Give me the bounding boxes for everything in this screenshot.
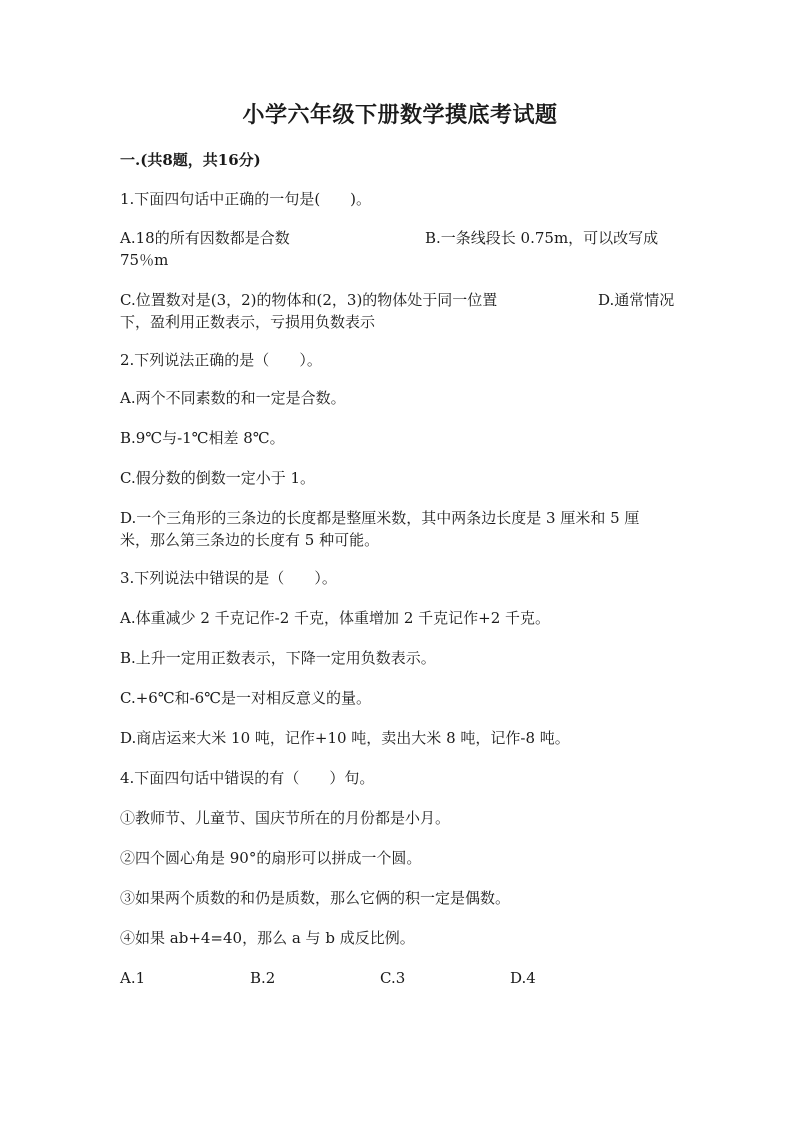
question-2-option-a: A.两个不同素数的和一定是合数。 bbox=[120, 389, 346, 407]
question-3-option-c: C.+6℃和-6℃是一对相反意义的量。 bbox=[120, 689, 371, 707]
question-2-stem: 2.下列说法正确的是（ ）。 bbox=[120, 351, 322, 369]
question-4-statement-1: ①教师节、儿童节、国庆节所在的月份都是小月。 bbox=[120, 809, 451, 827]
section-heading: 一.(共8题，共16分) bbox=[120, 151, 261, 169]
question-3-stem: 3.下列说法中错误的是（ ）。 bbox=[120, 569, 337, 587]
question-3-option-b: B.上升一定用正数表示，下降一定用负数表示。 bbox=[120, 649, 436, 667]
question-1-option-a: A.18的所有因数都是合数 bbox=[120, 229, 290, 247]
question-1-option-d: D.通常情况 bbox=[598, 291, 675, 309]
page-title: 小学六年级下册数学摸底考试题 bbox=[242, 102, 558, 128]
question-3-option-a: A.体重减少 2 千克记作-2 千克，体重增加 2 千克记作+2 千克。 bbox=[120, 609, 551, 627]
question-3-option-d: D.商店运来大米 10 吨，记作+10 吨，卖出大米 8 吨，记作-8 吨。 bbox=[120, 729, 570, 747]
question-2-option-c: C.假分数的倒数一定小于 1。 bbox=[120, 469, 316, 487]
question-4-option-c: C.3 bbox=[380, 969, 406, 987]
question-1-option-c: C.位置数对是(3，2)的物体和(2，3)的物体处于同一位置 bbox=[120, 291, 498, 309]
question-4-option-d: D.4 bbox=[510, 969, 536, 987]
question-2-option-d-continued: 米，那么第三条边的长度有 5 种可能。 bbox=[120, 531, 380, 549]
question-4-option-a: A.1 bbox=[120, 969, 146, 987]
question-2-option-b: B.9℃与-1℃相差 8℃。 bbox=[120, 429, 285, 447]
question-1-stem: 1.下面四句话中正确的一句是( )。 bbox=[120, 190, 372, 208]
question-4-option-b: B.2 bbox=[250, 969, 276, 987]
question-4-statement-2: ②四个圆心角是 90°的扇形可以拼成一个圆。 bbox=[120, 849, 422, 867]
question-1-option-b: B.一条线段长 0.75m，可以改写成 bbox=[425, 229, 659, 247]
question-1-option-b-continued: 75％m bbox=[120, 251, 169, 269]
question-2-option-d: D.一个三角形的三条边的长度都是整厘米数，其中两条边长度是 3 厘米和 5 厘 bbox=[120, 509, 640, 527]
question-4-stem: 4.下面四句话中错误的有（ ）句。 bbox=[120, 769, 375, 787]
question-4-statement-4: ④如果 ab+4=40，那么 a 与 b 成反比例。 bbox=[120, 929, 415, 947]
question-4-statement-3: ③如果两个质数的和仍是质数，那么它俩的积一定是偶数。 bbox=[120, 889, 511, 907]
question-1-option-d-continued: 下，盈利用正数表示，亏损用负数表示 bbox=[120, 313, 376, 331]
